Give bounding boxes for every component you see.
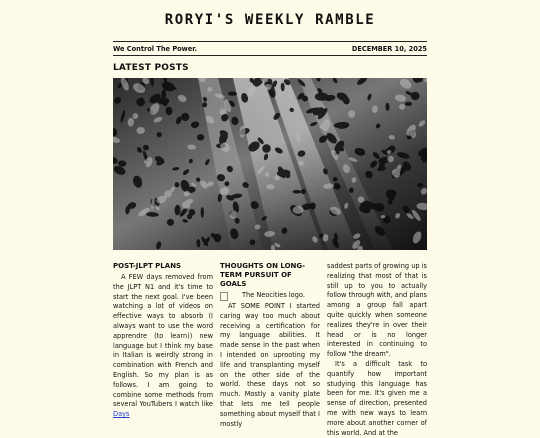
site-motto: We Control The Power. (113, 45, 198, 53)
post-column-3 (327, 262, 427, 438)
latest-posts-heading: LATEST POSTS (113, 63, 189, 73)
post-excerpt-continued: saddest parts of growing up is realizing that most of that is still up to you to actually follow through with, and plans among a group fall apart quite quickly when someone realizes they're in over their head or is no longer interested in continuing to follow "the dream". (327, 262, 427, 359)
post-title[interactable]: THOUGHTS ON LONG-TERM PURSUIT OF GOALS (220, 262, 306, 288)
hero-image (113, 78, 427, 250)
post-excerpt: AT SOME POINT I started caring way too much about receiving a certification for my language abilities. It made sense in the past when I intended on uprooting my life and transplanting myself on the other side of the world. these days not so much. Mostly a vanity plate that lets me tell people something about myself that I mostly (220, 302, 320, 428)
post-link[interactable]: Days (113, 410, 130, 419)
current-date: DECEMBER 10, 2025 (351, 45, 427, 53)
post-excerpt: It's a difficult task to quantify how important studying this language has been for me. It's given me a sense of direction, presented me with new ways to learn more about another corner of this world. And at the (327, 359, 427, 437)
post-column-1 (113, 262, 213, 420)
post-image (220, 291, 320, 301)
top-bar (113, 41, 427, 56)
site-title: RORYI'S WEEKLY RAMBLE (164, 12, 376, 28)
broken-image-icon (220, 292, 228, 301)
post-column-2 (220, 262, 320, 429)
image-alt-text: The Neocities logo. (242, 291, 305, 300)
post-excerpt: A FEW days removed from the JLPT N1 and it's time to start the next goal. I've been watching a lot of videos on effective ways to absorb (I always want to use the word apprendre (to learn)) new language but I think my base in Italian is weirdly strong in combination with French and English. So my plan is as follows. I am going to combine some methods from several YouTubers I watch like Days (113, 273, 213, 419)
post-title[interactable]: POST-JLPT PLANS (113, 262, 182, 270)
